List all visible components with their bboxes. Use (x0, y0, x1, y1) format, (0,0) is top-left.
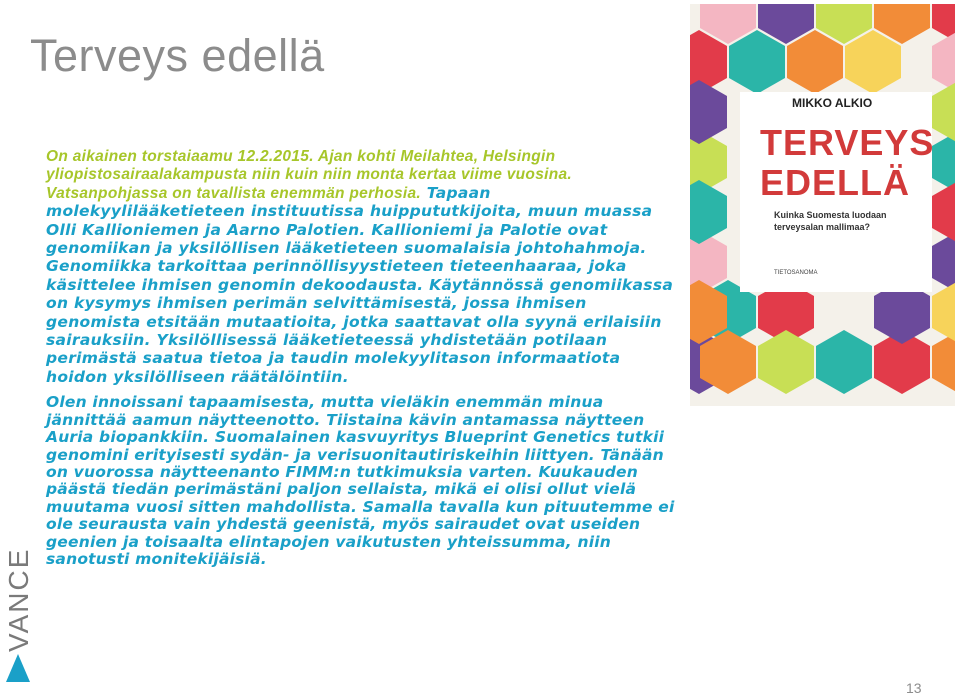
paragraph-1-main: Tapaan molekyylilääketieteen instituutissa huippututkijoita, muun muassa Olli Kallioniemen ja Aarno Palotien. Kallioniemi ja Palotie ovat genomiikan ja yksilöllisen lääketieteen suomalaisia johtohahmoja. Genomiikka tarkoittaa perinnöllisyystieteen tieteenhaaraa, joka käsittelee ihmisen genomin dekoodausta. Käytännössä genomiikassa on kysymys ihmisen perimän selvittämisestä, jossa ihmisen genomista etsitään mutaatioita, jotka saattavat olla syynä erilaisiin sairauksiin. Yksilöllisessä lääketieteessä yhdistetään potilaan perimästä saatua tietoa ja taudin molekyylitason informaatiota hoidon yksilölliseen räätälöintiin. (46, 183, 674, 386)
book-subtitle-line1: Kuinka Suomesta luodaan (774, 210, 887, 220)
vance-logo (0, 530, 44, 690)
book-author: MIKKO ALKIO (792, 96, 873, 110)
slide-title: Terveys edellä (30, 30, 325, 81)
book-title-line2: EDELLÄ (760, 162, 910, 203)
book-publisher: TIETOSANOMA (774, 270, 818, 276)
vance-triangle-icon (6, 654, 30, 682)
vance-logo-mark (0, 530, 44, 690)
paragraph-2: Olen innoissani tapaamisesta, mutta vieläkin enemmän minua jännittää aamun näytteenotto. Tiistaina kävin antamassa näytteen Auria biopankkiin. Suomalainen kasvuyritys Blueprint Genetics tutkii genomini erityisesti sydän- ja verisuonitautiriskeihin liittyen. Tänään on vuorossa näytteenanto FIMM:n tutkimuksia varten. Kuukauden päästä tiedän perimästäni paljon sellaista, mikä ei olisi ollut vielä muutama vuosi sitten mahdollista. Samalla tavalla kun pituutemme ei ole seurausta vain yhdestä geenistä, myös sairaudet ovat useiden geenien ja toisaalta elintapojen vaikutusten yhteissumma, niin sanotusti monitekijäisiä. (46, 393, 675, 568)
paragraph-1-intro: On aikainen torstaiaamu 12.2.2015. Ajan kohti Meilahtea, Helsingin yliopistosairaalakampusta niin kuin niin monta kertaa viime vuosina. Vatsanpohjassa on tavallista enemmän perhosia. (46, 148, 573, 202)
book-subtitle-line2: terveysalan mallimaa? (774, 222, 871, 232)
page-number: 13 (906, 680, 922, 696)
book-title-line1: TERVEYS (760, 122, 935, 163)
book-cover (690, 4, 955, 406)
body-text (46, 147, 678, 568)
book-cover-art (690, 4, 955, 406)
paragraph-1 (46, 147, 678, 386)
vance-wordmark: VANCE (3, 547, 34, 652)
